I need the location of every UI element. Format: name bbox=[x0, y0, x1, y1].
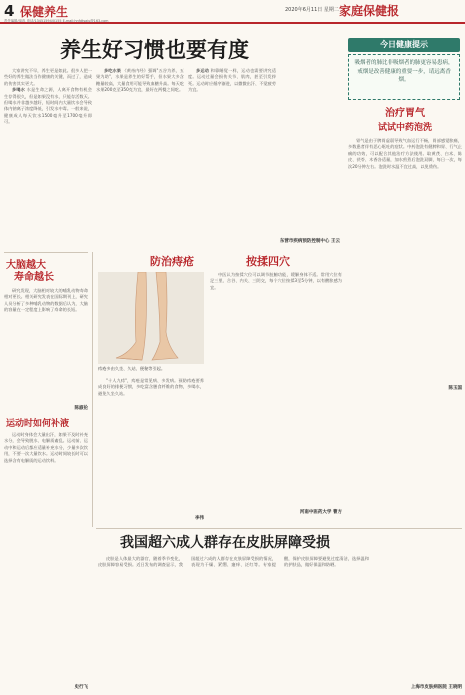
divider bbox=[96, 528, 462, 529]
lead-headline: 养生好习惯也要有度 bbox=[60, 37, 249, 62]
brain-body bbox=[4, 288, 88, 400]
sidebar-title: 治疗胃气 bbox=[385, 108, 425, 119]
editor-info: 责任编辑/单冉 电话/13451594/0155 E-mail:hnfdtsaiu@163.com bbox=[4, 19, 109, 23]
exercise-body bbox=[4, 432, 88, 528]
acupressure-author: 河南中医药大学 曹方 bbox=[299, 510, 342, 515]
lead-column-1 bbox=[4, 68, 92, 250]
exercise-text: 运动时身体会大量出汗，如果不及时补充水分，会导致脱水、电解质紊乱。运动前、运动中和运动后都应适量补充水分，少量多次饮用，不要一次大量饮水。运动时间较长时可以选择含有电解质的运动饮料。 bbox=[4, 432, 88, 463]
page-number: 4 bbox=[4, 2, 15, 20]
sidebar-author: 陈玉国 bbox=[448, 386, 462, 391]
lead-sec3-title: 多运动 bbox=[196, 68, 210, 73]
bottom-body bbox=[98, 556, 462, 682]
brain-author: 陈淑伦 bbox=[74, 406, 88, 411]
sidebar-subtitle: 试试中药泡洗 bbox=[377, 123, 432, 133]
sidebar-body bbox=[348, 138, 462, 384]
lead-sec2-text: 《黄帝内经》强调"五谷为养，五果为助"，水果是养生的好帮手，但水果大多含糖量较高，大量食用可能导致血糖升高。每天吃水果200克至350克为宜，最好在两餐之间吃。 bbox=[96, 68, 184, 93]
lead-sec1-title: 多喝水 bbox=[12, 87, 26, 93]
illustration-caption: 痔疮多由久坐、久站、便秘等引起。 bbox=[98, 366, 166, 371]
brain-title: 大脑越大 bbox=[6, 260, 46, 271]
hemorrhoid-body bbox=[98, 378, 204, 514]
lead-column-4 bbox=[280, 68, 340, 238]
hemorrhoid-author: 李伟 bbox=[195, 516, 204, 521]
sidebar-text: 胃气是由于脾胃虚弱导致气血运行不畅，胃部感觉胀痛，多数患者伴有恶心呕吐的症状。中药泡洗有健脾和胃、行气止痛的功效，可以配合其他治疗方法使用。取黄芪、白术、陈皮、茯苓、木香各适量，加水煎煮后泡洗双脚，每日一次，每次20分钟左右。泡洗时水温不宜过高，以免烫伤。 bbox=[348, 138, 462, 169]
lead-column-2 bbox=[96, 68, 184, 250]
lead-sec1-text: 水是生命之源，人离开食物有机会生存得很久，但是如果没有水，只能存活数天。但喝水并非越多越好，短时间内大量饮水会导致体内钠离子浓度降低，引发水中毒。一般来说，健康成人每天饮水1500毫升至1700毫升即可。 bbox=[4, 87, 92, 125]
acupressure-body bbox=[210, 272, 342, 508]
acupressure-text: 中医认为按揉穴位可以调节脏腑功能，缓解身体不适。常用穴位有足三里、合谷、内关、三阴交，每个穴位按揉3至5分钟，以有酸胀感为宜。 bbox=[210, 272, 342, 290]
bottom-headline: 我国超六成人群存在皮肤屏障受损 bbox=[120, 535, 330, 551]
lead-author: 东营市疾病预防控制中心 王云 bbox=[279, 239, 340, 244]
lead-intro: 大家讲究不早，养生更是如此。很多人把一些好的养生做法当作健康的关键，而过了，造成的伤害其实更大。 bbox=[4, 68, 92, 86]
lead-column-3 bbox=[188, 68, 276, 238]
column-rule bbox=[92, 252, 93, 527]
exercise-title: 运动时如何补液 bbox=[6, 419, 70, 429]
acupressure-title: 按揉四穴 bbox=[246, 255, 290, 268]
brain-text: 研究发现，大脑相对较大的哺乳动物寿命相对更长。相关研究发表在国际期刊上，研究人员分析了多种哺乳动物的数据后认为，大脑的容量在一定程度上影响了寿命的长短。 bbox=[4, 288, 88, 313]
brain-subtitle: 寿命越长 bbox=[14, 272, 54, 283]
lead-sec3-text: 和靠睡觉一样，运动也需要讲究适度。运动过量会损伤关节、肌肉，甚至引发猝死。运动时应循序渐进，以微微出汗、不觉疲劳为宜。 bbox=[188, 68, 276, 93]
lead-sec2-title: 多吃水果 bbox=[104, 68, 122, 73]
exercise-author: 史行飞 bbox=[74, 685, 88, 690]
bottom-author: 上海市皮肤病医院 王晓明 bbox=[410, 685, 462, 690]
divider bbox=[4, 252, 88, 253]
issue-date: 2020年6月11日 星期二 bbox=[285, 7, 339, 13]
bottom-text: 皮肤是人体最大的器官，随着季节变化，皮肤屏障容易受损。近日发布的调查显示，我国超过六成的人群存在皮肤屏障受损的情况，表现为干燥、紧绷、瘙痒、泛红等。专家提醒，保护皮肤屏障要避免过度清洁，选择温和的护肤品，做好保湿和防晒。 bbox=[98, 556, 369, 568]
section-name: 保健养生 bbox=[20, 5, 69, 19]
newspaper-brand: 家庭保健报 bbox=[339, 4, 400, 18]
legs-icon bbox=[98, 272, 204, 364]
tips-header: 今日健康提示 bbox=[348, 38, 460, 52]
leg-illustration bbox=[98, 272, 204, 364]
hemorrhoid-title: 防治痔疮 bbox=[150, 255, 194, 268]
tips-body: 吸烟者的肺比非吸烟者的肺更容易患病，戒烟是改善健康的重要一步，请远离香烟。 bbox=[348, 54, 460, 100]
hemorrhoid-text: "十人九痔"，痔疮是常见病、多发病。预防痔疮要养成良好的排便习惯，多吃富含膳食纤维的食物，多喝水，避免久坐久站。 bbox=[98, 378, 204, 396]
